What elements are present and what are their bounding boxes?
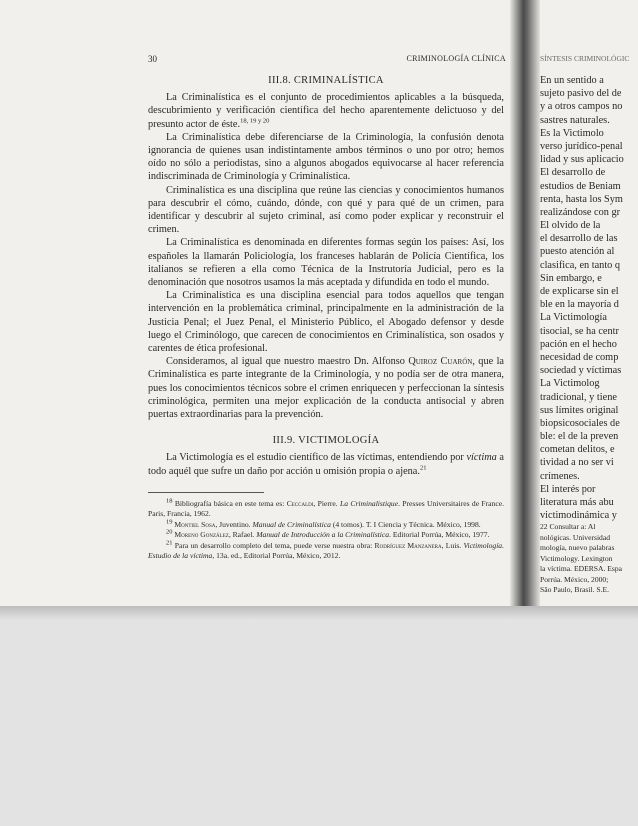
right-page-line: realizándose con gr xyxy=(540,206,621,218)
right-page-line: sastres naturales. xyxy=(540,114,610,126)
right-page-line: tisocial, se ha centr xyxy=(540,325,619,337)
running-head: CRIMINOLOGÍA CLÍNICA xyxy=(406,54,506,63)
right-page-line: lidad y sus aplicacio xyxy=(540,154,624,166)
right-page-line: La Victimología xyxy=(540,312,607,324)
right-page-line: de explicarse sin el xyxy=(540,286,619,297)
right-running-head: SÍNTESIS CRIMINOLÓGIC xyxy=(540,54,630,63)
footnotes xyxy=(148,499,504,562)
page-number: 30 xyxy=(148,54,157,64)
right-page-line: ble en la mayoría d xyxy=(540,299,619,311)
page-edge-shadow xyxy=(0,606,638,620)
right-page-line: estudios de Beniam xyxy=(540,180,621,192)
right-page-line: El olvido de la xyxy=(540,220,601,232)
right-page-line: En un sentido a xyxy=(540,75,604,86)
page-body xyxy=(148,74,504,562)
right-page-line: tividad a no ser vi xyxy=(540,457,614,469)
right-page-line: El interés por xyxy=(540,483,596,495)
right-page-line: clasifica, en tanto q xyxy=(540,259,621,271)
right-page-line: El desarrollo de xyxy=(540,167,606,179)
right-page-line: necesidad de comp xyxy=(540,351,619,363)
right-footnote-line: Porrúa. México, 2000; xyxy=(540,574,609,584)
paragraph: La Criminalística debe diferenciarse de la Criminología, la confusión denota ignorancia de quienes usan indistintamente ambos términos o uno por otro; hemos oído no sólo a periodistas, sino a algunos abogados equivocarse al hacer referencia indiscriminada de Criminología y Criminalística. xyxy=(148,131,504,183)
right-page-line: La Victimolog xyxy=(540,378,600,390)
footnote-ref: 21 xyxy=(419,464,427,472)
right-footnote-line: nológicas. Universidad xyxy=(540,532,611,542)
right-page-line: victimodinámica y xyxy=(540,510,617,522)
right-footnote-line: la víctima. EDERSA. Espa xyxy=(540,564,623,573)
right-page-line: pación en el hecho xyxy=(540,338,617,350)
right-page-line: y a otros campos no xyxy=(540,101,623,113)
section-heading-criminalistica: III.8. CRIMINALÍSTICA xyxy=(268,75,384,86)
right-page-line: cometan delitos, e xyxy=(540,444,615,456)
right-page-line: sujeto pasivo del de xyxy=(540,88,622,100)
right-page-line: Es la Victimolo xyxy=(540,127,604,139)
left-page xyxy=(120,44,506,606)
right-page-footnotes xyxy=(540,522,622,596)
paragraph: La Criminalística es una disciplina esencial para todos aquellos que tengan intervención en la problemática criminal, principalmente en la administración de la Justicia Penal; el Juez Penal, el Ministerio Público, el Abogado defensor y desde luego el Criminólogo, que carecen de conocimientos en Criminalística, son osados y carentes de ética profesional. xyxy=(148,290,504,355)
footnote-ref: 18, 19 y 20 xyxy=(240,117,270,125)
right-footnote-line: mología, nuevo palabras xyxy=(540,543,615,552)
footnote: 21 Para un desarrollo completo del tema, puede verse nuestra obra: Rodríguez Manzanera, Luis. Victimología. Estudio de la víctima, 13a. ed., Editorial Porrúa, México, 2012. xyxy=(148,539,505,561)
right-footnote-line: 22 Consultar a: Al xyxy=(540,522,596,531)
right-page-line: crímenes. xyxy=(540,470,580,482)
paragraph: Criminalística es una disciplina que reúne las ciencias y conocimientos humanos para descubrir el cómo, cuándo, dónde, con qué y para qué de un crimen, para identificar y descubrir al sujeto criminal, así como poder explicar y reconstruir el crimen. xyxy=(148,184,504,236)
footnote: 18 Bibliografía básica en este tema es: Ceccaldi, Pierre. La Criminalistique. Presses Universitaires de France. Paris, Francia, 1962. xyxy=(148,497,504,519)
section-heading-victimologia: III.9. VICTIMOLOGÍA xyxy=(272,435,380,447)
right-page-line: biopsicosociales de xyxy=(540,417,620,429)
footnote-divider xyxy=(148,492,264,493)
footnote: 19 Montiel Sosa, Juventino. Manual de Criminalística (4 tomos). T. I Ciencia y Técnica. México, 1998. xyxy=(166,518,481,529)
right-footnote-line: Victimology. Lexington xyxy=(540,553,613,563)
right-page-line: puesto atención al xyxy=(540,246,615,258)
right-page-line: sociedad y víctimas xyxy=(540,365,622,377)
right-page-line: ble: el de la preven xyxy=(540,431,619,443)
right-page-line: verso jurídico-penal xyxy=(540,140,623,152)
paragraph: Consideramos, al igual que nuestro maestro Dn. Alfonso Quiroz Cuarón, que la Criminalística es parte integrante de la Criminología, y no podía ser de otra manera, pues los conocimientos técnicos sobre el crimen enriquecen y perfeccionan la síntesis criminológica, permiten una mejor explicación de la conducta antisocial y abren puertas extraordinarias para la prevención. xyxy=(148,356,504,421)
author-name: Quiroz Cuarón xyxy=(408,356,473,368)
book-gutter xyxy=(510,0,540,606)
right-page-line: el desarrollo de las xyxy=(540,233,618,245)
paragraph: La Criminalística es denominada en diferentes formas según los países: Así, los españoles la llamarán Policiología, los franceses hablarán de Policía Científica, los italianos se refieren a ella como Técnica de la Instrutoría Judicial, pero es la denominación que nosotros usamos la más aceptada y difundida en todo el mundo. xyxy=(148,237,504,289)
right-page-line: literatura más abu xyxy=(540,497,614,508)
scanner-bed xyxy=(0,606,638,826)
paragraph: La Criminalística es el conjunto de procedimientos aplicables a la búsqueda, descubrimiento y verificación científica del hecho aparentemente delictuoso y del presunto actor de éste.$^{18, 19 y 20}$ xyxy=(148,92,504,130)
right-footnote-line: São Paulo, Brasil. S.E. xyxy=(540,585,609,594)
right-page-body xyxy=(540,74,638,522)
right-page-line: sus límites original xyxy=(540,404,619,416)
paragraph: La Victimología es el estudio científico de las víctimas, entendiendo por víctima a todo aquél que sufre un daño por acción u omisión propia o ajena.$^{21}$ xyxy=(148,452,504,477)
page-header xyxy=(120,54,506,68)
right-page-line: tradicional, y tiene xyxy=(540,391,617,403)
right-page xyxy=(540,44,638,606)
right-page-line: renta, hasta los Sym xyxy=(540,193,623,205)
right-page-line: Sin embargo, e xyxy=(540,272,602,284)
footnote: 20 Moreno González, Rafael. Manual de Introducción a la Criminalística. Editorial Porrúa, México, 1977. xyxy=(166,528,490,540)
